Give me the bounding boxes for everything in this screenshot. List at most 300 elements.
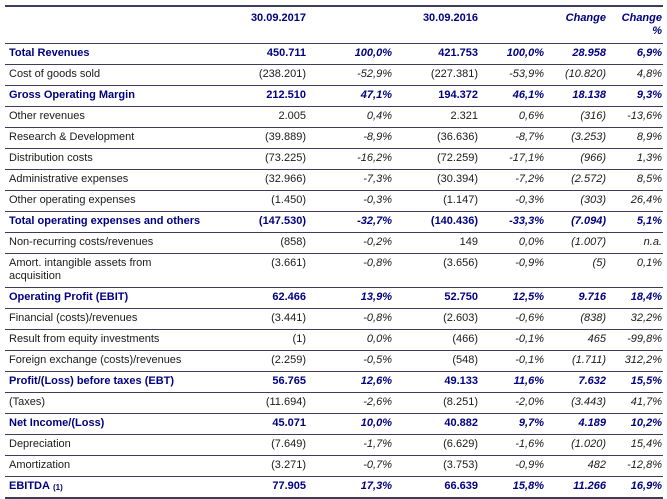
cell-value: (1.147) (443, 194, 478, 206)
cell-chg (545, 477, 607, 499)
cell-v2016 (393, 149, 479, 170)
cell-v2016 (393, 477, 479, 499)
row-label: Profit/(Loss) before taxes (EBT) (9, 375, 175, 387)
cell-v2017 (231, 435, 307, 456)
cell-chg (545, 128, 607, 149)
row-label: EBITDA (9, 480, 50, 492)
cell-chg (545, 435, 607, 456)
cell-v2016 (393, 372, 479, 393)
cell-value: (3.443) (571, 396, 606, 408)
cell-value: -0,7% (363, 459, 392, 471)
cell-value: 16,9% (630, 480, 662, 492)
cell-p2017 (307, 477, 393, 499)
cell-value: -12,8% (627, 459, 662, 471)
cell-value: (1.020) (571, 438, 606, 450)
table-row (5, 107, 663, 128)
cell-v2016 (393, 86, 479, 107)
cell-value: (72.259) (437, 152, 478, 164)
cell-value: 46,1% (512, 89, 544, 101)
cell-value: -53,9% (509, 68, 544, 80)
table-row (5, 191, 663, 212)
cell-value: -13,6% (627, 110, 662, 122)
cell-chgp (607, 288, 663, 309)
cell-value: 0,4% (366, 110, 392, 122)
row-label: Total operating expenses and others (9, 215, 201, 227)
table-row (5, 233, 663, 254)
cell-value: (303) (580, 194, 606, 206)
table-row (5, 149, 663, 170)
cell-value: -0,9% (515, 459, 544, 471)
cell-value: -17,1% (509, 152, 544, 164)
cell-v2016 (393, 435, 479, 456)
table-row (5, 477, 663, 499)
cell-value: -0,8% (363, 312, 392, 324)
cell-chg (545, 149, 607, 170)
cell-value: 10,0% (360, 417, 392, 429)
cell-value: (2.259) (271, 354, 306, 366)
cell-value: (2.572) (571, 173, 606, 185)
cell-p2017 (307, 44, 393, 65)
cell-value: -0,6% (515, 312, 544, 324)
header-spacer-1 (307, 6, 393, 44)
cell-value: -99,8% (627, 333, 662, 345)
cell-value: (73.225) (265, 152, 306, 164)
row-label-cell (5, 44, 231, 65)
cell-v2017 (231, 191, 307, 212)
cell-p2016 (479, 288, 545, 309)
cell-value: 9,7% (518, 417, 544, 429)
cell-value: n.a. (643, 236, 662, 248)
cell-chg (545, 170, 607, 191)
cell-v2016 (393, 191, 479, 212)
row-label: Cost of goods sold (9, 68, 101, 80)
cell-value: 15,4% (630, 438, 662, 450)
cell-value: (10.820) (565, 68, 606, 80)
row-label: (Taxes) (9, 396, 46, 408)
cell-p2016 (479, 330, 545, 351)
cell-value: 49.133 (444, 375, 478, 387)
cell-value: -1,6% (515, 438, 544, 450)
cell-value: -8,9% (363, 131, 392, 143)
row-label: Financial (costs)/revenues (9, 312, 138, 324)
cell-value: 482 (587, 459, 606, 471)
row-label-cell (5, 414, 231, 435)
cell-value: (11.694) (265, 396, 306, 408)
cell-value: 9.716 (578, 291, 606, 303)
cell-value: (32.966) (265, 173, 306, 185)
cell-value: -33,3% (509, 215, 544, 227)
cell-v2016 (393, 393, 479, 414)
cell-p2016 (479, 212, 545, 233)
row-label: Other revenues (9, 110, 85, 122)
table-row (5, 456, 663, 477)
row-label-cell (5, 212, 231, 233)
cell-value: (838) (580, 312, 606, 324)
cell-value: -0,8% (363, 257, 392, 269)
cell-value: 4.189 (578, 417, 606, 429)
cell-value: (858) (280, 236, 306, 248)
cell-v2016 (393, 254, 479, 288)
cell-v2017 (231, 212, 307, 233)
table-row (5, 330, 663, 351)
cell-v2016 (393, 351, 479, 372)
cell-chgp (607, 149, 663, 170)
cell-value: (548) (452, 354, 478, 366)
cell-v2016 (393, 65, 479, 86)
cell-v2017 (231, 86, 307, 107)
row-label-cell (5, 149, 231, 170)
cell-value: 212.510 (266, 89, 306, 101)
cell-v2016 (393, 170, 479, 191)
cell-value: 62.466 (272, 291, 306, 303)
header-empty-cell (5, 6, 231, 44)
table-row (5, 414, 663, 435)
cell-chg (545, 254, 607, 288)
table-row (5, 212, 663, 233)
table-row (5, 351, 663, 372)
header-change-pct-line2: % (652, 25, 662, 37)
cell-v2016 (393, 212, 479, 233)
cell-value: 312,2% (624, 354, 662, 366)
cell-v2017 (231, 477, 307, 499)
cell-value: -8,7% (515, 131, 544, 143)
cell-value: 17,3% (360, 480, 392, 492)
cell-v2017 (231, 254, 307, 288)
cell-value: 13,9% (360, 291, 392, 303)
row-label-cell (5, 86, 231, 107)
cell-value: -7,2% (515, 173, 544, 185)
header-spacer-2 (479, 6, 545, 44)
cell-p2017 (307, 309, 393, 330)
table-row (5, 44, 663, 65)
cell-v2017 (231, 170, 307, 191)
cell-v2017 (231, 128, 307, 149)
cell-value: (7.649) (271, 438, 306, 450)
cell-p2017 (307, 330, 393, 351)
cell-value: 4,8% (636, 68, 662, 80)
cell-value: 41,7% (630, 396, 662, 408)
cell-value: (1.711) (571, 354, 606, 366)
cell-chg (545, 288, 607, 309)
cell-value: (3.253) (571, 131, 606, 143)
cell-value: -52,9% (357, 68, 392, 80)
table-row (5, 65, 663, 86)
table-row (5, 128, 663, 149)
cell-value: (3.441) (271, 312, 306, 324)
cell-value: 194.372 (438, 89, 478, 101)
row-label: Administrative expenses (9, 173, 129, 185)
cell-p2016 (479, 477, 545, 499)
header-change-pct (607, 6, 663, 44)
cell-chgp (607, 65, 663, 86)
cell-p2017 (307, 435, 393, 456)
cell-value: -0,2% (363, 236, 392, 248)
row-label-cell (5, 330, 231, 351)
cell-chgp (607, 435, 663, 456)
cell-value: (1.450) (271, 194, 306, 206)
cell-p2017 (307, 191, 393, 212)
table-row (5, 435, 663, 456)
cell-p2016 (479, 456, 545, 477)
cell-p2017 (307, 254, 393, 288)
cell-p2017 (307, 170, 393, 191)
cell-value: 0,6% (518, 110, 544, 122)
cell-p2017 (307, 456, 393, 477)
cell-chgp (607, 170, 663, 191)
cell-p2017 (307, 86, 393, 107)
table-row (5, 254, 663, 288)
cell-chgp (607, 330, 663, 351)
cell-value: (5) (592, 257, 606, 269)
cell-p2016 (479, 351, 545, 372)
row-label: Amortization (9, 459, 71, 471)
cell-value: 8,9% (636, 131, 662, 143)
header-change-pct-line1: Change (621, 12, 662, 24)
cell-value: 15,5% (630, 375, 662, 387)
row-label: Research & Development (9, 131, 135, 143)
cell-v2017 (231, 288, 307, 309)
cell-value: (2.603) (443, 312, 478, 324)
cell-p2016 (479, 170, 545, 191)
cell-chg (545, 44, 607, 65)
cell-v2017 (231, 351, 307, 372)
row-label: Foreign exchange (costs)/revenues (9, 354, 182, 366)
cell-p2016 (479, 233, 545, 254)
cell-p2016 (479, 44, 545, 65)
cell-v2017 (231, 309, 307, 330)
cell-chgp (607, 393, 663, 414)
cell-value: 56.765 (272, 375, 306, 387)
row-label-cell (5, 128, 231, 149)
cell-value: 421.753 (438, 47, 478, 59)
cell-value: (3.753) (443, 459, 478, 471)
row-label: Amort. intangible assets from acquisition (9, 257, 152, 282)
cell-value: 149 (459, 236, 478, 248)
row-label-cell (5, 288, 231, 309)
row-label: Operating Profit (EBIT) (9, 291, 129, 303)
row-label-cell (5, 170, 231, 191)
footnote-marker: (1) (52, 483, 63, 492)
cell-chg (545, 233, 607, 254)
cell-chg (545, 212, 607, 233)
cell-value: (966) (580, 152, 606, 164)
cell-value: 32,2% (630, 312, 662, 324)
cell-p2016 (479, 393, 545, 414)
row-label: Result from equity investments (9, 333, 160, 345)
row-label-cell (5, 435, 231, 456)
cell-value: (1.007) (571, 236, 606, 248)
cell-value: 26,4% (630, 194, 662, 206)
cell-p2016 (479, 107, 545, 128)
cell-value: 66.639 (444, 480, 478, 492)
cell-value: 52.750 (444, 291, 478, 303)
table-row (5, 372, 663, 393)
cell-p2017 (307, 149, 393, 170)
cell-p2017 (307, 351, 393, 372)
cell-v2017 (231, 107, 307, 128)
cell-p2017 (307, 212, 393, 233)
cell-chg (545, 351, 607, 372)
cell-value: (39.889) (265, 131, 306, 143)
cell-p2016 (479, 191, 545, 212)
cell-value: -0,5% (363, 354, 392, 366)
cell-chgp (607, 44, 663, 65)
cell-value: -0,9% (515, 257, 544, 269)
income-statement-table (5, 5, 663, 499)
row-label-cell (5, 65, 231, 86)
cell-v2017 (231, 44, 307, 65)
cell-chg (545, 372, 607, 393)
cell-value: 77.905 (272, 480, 306, 492)
cell-value: 6,9% (636, 47, 662, 59)
row-label-cell (5, 191, 231, 212)
cell-value: 465 (587, 333, 606, 345)
cell-v2016 (393, 309, 479, 330)
cell-value: 450.711 (266, 47, 306, 59)
cell-value: (140.436) (430, 215, 478, 227)
cell-value: (7.094) (571, 215, 606, 227)
cell-value: 2.005 (278, 110, 306, 122)
cell-v2017 (231, 149, 307, 170)
cell-v2016 (393, 107, 479, 128)
cell-value: -32,7% (357, 215, 392, 227)
row-label-cell (5, 393, 231, 414)
cell-v2017 (231, 456, 307, 477)
cell-value: -0,1% (515, 354, 544, 366)
header-date-2016: 30.09.2016 (422, 12, 478, 24)
cell-p2016 (479, 372, 545, 393)
cell-value: 28.958 (572, 47, 606, 59)
cell-chgp (607, 86, 663, 107)
cell-v2016 (393, 414, 479, 435)
cell-v2016 (393, 233, 479, 254)
cell-chgp (607, 309, 663, 330)
cell-chg (545, 191, 607, 212)
cell-value: (36.636) (437, 131, 478, 143)
cell-v2017 (231, 233, 307, 254)
cell-v2016 (393, 288, 479, 309)
cell-p2017 (307, 233, 393, 254)
cell-value: (3.656) (443, 257, 478, 269)
cell-value: 11.266 (573, 480, 606, 492)
cell-value: 7.632 (578, 375, 606, 387)
cell-value: 9,3% (636, 89, 662, 101)
cell-value: 0,0% (366, 333, 392, 345)
cell-v2016 (393, 128, 479, 149)
cell-value: 10,2% (630, 417, 662, 429)
cell-chgp (607, 128, 663, 149)
cell-p2016 (479, 65, 545, 86)
cell-value: 18,4% (630, 291, 662, 303)
cell-value: 47,1% (360, 89, 392, 101)
row-label: Other operating expenses (9, 194, 136, 206)
cell-v2016 (393, 456, 479, 477)
row-label-cell (5, 456, 231, 477)
cell-p2017 (307, 372, 393, 393)
cell-p2016 (479, 414, 545, 435)
cell-chgp (607, 107, 663, 128)
cell-v2016 (393, 330, 479, 351)
cell-p2016 (479, 128, 545, 149)
cell-chg (545, 456, 607, 477)
cell-chgp (607, 254, 663, 288)
table-row (5, 288, 663, 309)
cell-value: -1,7% (363, 438, 392, 450)
cell-chgp (607, 351, 663, 372)
cell-value: -7,3% (363, 173, 392, 185)
cell-chgp (607, 191, 663, 212)
cell-value: 0,1% (636, 257, 662, 269)
cell-value: (8.251) (443, 396, 478, 408)
cell-chg (545, 330, 607, 351)
cell-value: -0,3% (515, 194, 544, 206)
cell-value: 5,1% (636, 215, 662, 227)
cell-p2016 (479, 86, 545, 107)
row-label: Total Revenues (9, 47, 90, 59)
cell-chg (545, 393, 607, 414)
cell-chgp (607, 477, 663, 499)
cell-p2017 (307, 393, 393, 414)
cell-value: (3.661) (271, 257, 306, 269)
cell-value: 0,0% (518, 236, 544, 248)
cell-value: 11,6% (513, 375, 544, 387)
cell-chgp (607, 456, 663, 477)
cell-p2016 (479, 435, 545, 456)
cell-chgp (607, 372, 663, 393)
row-label-cell (5, 107, 231, 128)
cell-value: (1) (292, 333, 306, 345)
cell-v2017 (231, 330, 307, 351)
row-label-cell (5, 309, 231, 330)
cell-value: 2.321 (450, 110, 478, 122)
cell-value: (3.271) (271, 459, 306, 471)
cell-value: 100,0% (354, 47, 392, 59)
cell-value: 8,5% (636, 173, 662, 185)
cell-value: 12,5% (512, 291, 544, 303)
cell-value: (238.201) (258, 68, 306, 80)
row-label: Gross Operating Margin (9, 89, 135, 101)
cell-chg (545, 86, 607, 107)
cell-value: 40.882 (444, 417, 478, 429)
cell-p2017 (307, 128, 393, 149)
row-label: Non-recurring costs/revenues (9, 236, 154, 248)
cell-value: (147.530) (258, 215, 306, 227)
cell-value: (30.394) (437, 173, 478, 185)
cell-chgp (607, 233, 663, 254)
table-row (5, 309, 663, 330)
cell-value: -0,1% (515, 333, 544, 345)
cell-value: (316) (580, 110, 606, 122)
table-row (5, 86, 663, 107)
cell-chg (545, 65, 607, 86)
cell-value: -2,6% (363, 396, 392, 408)
cell-chg (545, 414, 607, 435)
table-row (5, 170, 663, 191)
row-label: Distribution costs (9, 152, 93, 164)
row-label-cell (5, 477, 231, 499)
table-row (5, 393, 663, 414)
income-statement (5, 5, 663, 499)
row-label-cell (5, 254, 231, 288)
row-label: Depreciation (9, 438, 71, 450)
cell-value: (6.629) (443, 438, 478, 450)
cell-chg (545, 309, 607, 330)
cell-p2016 (479, 309, 545, 330)
cell-p2016 (479, 254, 545, 288)
cell-v2017 (231, 372, 307, 393)
row-label-cell (5, 233, 231, 254)
cell-value: -2,0% (515, 396, 544, 408)
